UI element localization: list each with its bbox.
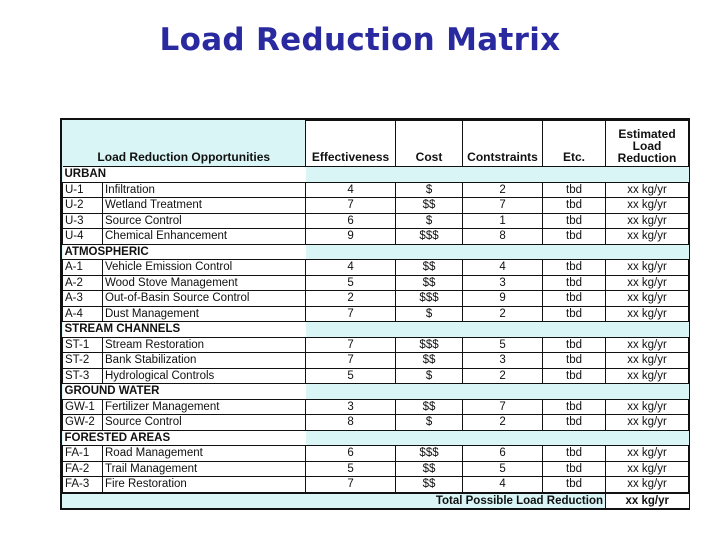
row-constraints: 4 <box>463 477 543 493</box>
row-cost: $$ <box>396 198 463 214</box>
row-name: Wood Stove Management <box>103 275 306 291</box>
row-estimated: xx kg/yr <box>606 461 689 477</box>
row-name: Infiltration <box>103 182 306 198</box>
row-estimated: xx kg/yr <box>606 275 689 291</box>
category-label: FORESTED AREAS <box>63 430 306 446</box>
category-label: ATMOSPHERIC <box>63 244 306 260</box>
row-code: A-4 <box>63 306 103 322</box>
row-effectiveness: 6 <box>306 446 396 462</box>
row-constraints: 3 <box>463 275 543 291</box>
row-effectiveness: 8 <box>306 415 396 431</box>
table-row <box>63 198 689 214</box>
category-spacer <box>306 167 689 183</box>
row-name: Out-of-Basin Source Control <box>103 291 306 307</box>
category-spacer <box>306 244 689 260</box>
row-code: A-3 <box>63 291 103 307</box>
row-effectiveness: 2 <box>306 291 396 307</box>
row-name: Road Management <box>103 446 306 462</box>
row-name: Bank Stabilization <box>103 353 306 369</box>
header-estimated-line2: Load <box>632 139 662 153</box>
table-row <box>63 275 689 291</box>
row-constraints: 5 <box>463 337 543 353</box>
row-effectiveness: 7 <box>306 306 396 322</box>
row-code: U-1 <box>63 182 103 198</box>
row-etc: tbd <box>543 446 606 462</box>
table-row <box>63 213 689 229</box>
header-estimated-line3: Reduction <box>617 151 677 165</box>
row-cost: $ <box>396 368 463 384</box>
header-etc: Etc. <box>543 121 606 167</box>
row-effectiveness: 7 <box>306 337 396 353</box>
table-row <box>63 291 689 307</box>
row-etc: tbd <box>543 291 606 307</box>
row-effectiveness: 7 <box>306 477 396 493</box>
row-constraints: 1 <box>463 213 543 229</box>
row-estimated: xx kg/yr <box>606 368 689 384</box>
row-effectiveness: 5 <box>306 368 396 384</box>
row-etc: tbd <box>543 353 606 369</box>
row-code: U-3 <box>63 213 103 229</box>
category-row <box>63 322 689 338</box>
row-effectiveness: 4 <box>306 182 396 198</box>
row-effectiveness: 3 <box>306 399 396 415</box>
table-row <box>63 337 689 353</box>
table-row <box>63 446 689 462</box>
row-code: A-2 <box>63 275 103 291</box>
row-code: ST-1 <box>63 337 103 353</box>
row-name: Source Control <box>103 415 306 431</box>
row-code: U-2 <box>63 198 103 214</box>
row-etc: tbd <box>543 229 606 245</box>
row-code: FA-3 <box>63 477 103 493</box>
row-etc: tbd <box>543 260 606 276</box>
header-effectiveness: Effectiveness <box>306 121 396 167</box>
table-row <box>63 477 689 493</box>
row-estimated: xx kg/yr <box>606 446 689 462</box>
row-cost: $$$ <box>396 337 463 353</box>
row-code: GW-1 <box>63 399 103 415</box>
category-label: STREAM CHANNELS <box>63 322 306 338</box>
row-name: Fertilizer Management <box>103 399 306 415</box>
row-constraints: 3 <box>463 353 543 369</box>
load-reduction-matrix <box>60 118 690 510</box>
row-code: FA-2 <box>63 461 103 477</box>
row-estimated: xx kg/yr <box>606 415 689 431</box>
row-estimated: xx kg/yr <box>606 260 689 276</box>
row-constraints: 8 <box>463 229 543 245</box>
row-effectiveness: 6 <box>306 213 396 229</box>
row-estimated: xx kg/yr <box>606 399 689 415</box>
category-spacer <box>306 430 689 446</box>
header-estimated-line1: Estimated <box>618 127 676 141</box>
row-constraints: 9 <box>463 291 543 307</box>
row-etc: tbd <box>543 415 606 431</box>
category-spacer <box>306 322 689 338</box>
row-cost: $ <box>396 182 463 198</box>
row-code: GW-2 <box>63 415 103 431</box>
table-row <box>63 368 689 384</box>
row-name: Stream Restoration <box>103 337 306 353</box>
row-constraints: 7 <box>463 198 543 214</box>
row-estimated: xx kg/yr <box>606 306 689 322</box>
row-estimated: xx kg/yr <box>606 182 689 198</box>
row-etc: tbd <box>543 399 606 415</box>
row-constraints: 4 <box>463 260 543 276</box>
category-label: GROUND WATER <box>63 384 306 400</box>
row-code: ST-3 <box>63 368 103 384</box>
row-estimated: xx kg/yr <box>606 291 689 307</box>
row-cost: $$ <box>396 399 463 415</box>
row-cost: $ <box>396 415 463 431</box>
row-constraints: 2 <box>463 306 543 322</box>
row-estimated: xx kg/yr <box>606 198 689 214</box>
row-etc: tbd <box>543 306 606 322</box>
matrix-table <box>62 120 689 508</box>
table-row <box>63 182 689 198</box>
table-row <box>63 229 689 245</box>
row-effectiveness: 7 <box>306 198 396 214</box>
row-constraints: 2 <box>463 182 543 198</box>
row-etc: tbd <box>543 275 606 291</box>
row-effectiveness: 4 <box>306 260 396 276</box>
row-constraints: 2 <box>463 368 543 384</box>
table-row <box>63 306 689 322</box>
row-name: Hydrological Controls <box>103 368 306 384</box>
category-row <box>63 244 689 260</box>
table-row <box>63 461 689 477</box>
row-cost: $$ <box>396 353 463 369</box>
row-estimated: xx kg/yr <box>606 229 689 245</box>
table-row <box>63 399 689 415</box>
row-etc: tbd <box>543 368 606 384</box>
row-code: U-4 <box>63 229 103 245</box>
row-estimated: xx kg/yr <box>606 337 689 353</box>
row-etc: tbd <box>543 213 606 229</box>
row-cost: $$ <box>396 461 463 477</box>
row-cost: $ <box>396 213 463 229</box>
table-row <box>63 415 689 431</box>
row-name: Trail Management <box>103 461 306 477</box>
row-effectiveness: 5 <box>306 275 396 291</box>
header-estimated-load-reduction <box>606 121 689 167</box>
row-cost: $$ <box>396 260 463 276</box>
row-cost: $$$ <box>396 291 463 307</box>
category-row <box>63 167 689 183</box>
category-row <box>63 384 689 400</box>
row-effectiveness: 7 <box>306 353 396 369</box>
row-effectiveness: 5 <box>306 461 396 477</box>
category-row <box>63 430 689 446</box>
page-title: Load Reduction Matrix <box>159 22 561 58</box>
row-etc: tbd <box>543 337 606 353</box>
row-etc: tbd <box>543 198 606 214</box>
row-cost: $$ <box>396 275 463 291</box>
row-name: Source Control <box>103 213 306 229</box>
table-row <box>63 353 689 369</box>
row-constraints: 2 <box>463 415 543 431</box>
row-cost: $ <box>396 306 463 322</box>
row-name: Wetland Treatment <box>103 198 306 214</box>
header-row <box>63 121 689 167</box>
row-etc: tbd <box>543 477 606 493</box>
row-effectiveness: 9 <box>306 229 396 245</box>
row-etc: tbd <box>543 182 606 198</box>
row-estimated: xx kg/yr <box>606 477 689 493</box>
row-estimated: xx kg/yr <box>606 213 689 229</box>
header-cost: Cost <box>396 121 463 167</box>
category-spacer <box>306 384 689 400</box>
row-cost: $$ <box>396 477 463 493</box>
row-code: ST-2 <box>63 353 103 369</box>
total-row <box>63 493 689 509</box>
header-constraints: Contstraints <box>463 121 543 167</box>
row-name: Chemical Enhancement <box>103 229 306 245</box>
total-value: xx kg/yr <box>606 493 689 509</box>
header-opportunities: Load Reduction Opportunities <box>63 121 306 167</box>
row-constraints: 7 <box>463 399 543 415</box>
row-name: Vehicle Emission Control <box>103 260 306 276</box>
row-constraints: 6 <box>463 446 543 462</box>
table-row <box>63 260 689 276</box>
row-code: A-1 <box>63 260 103 276</box>
row-cost: $$$ <box>396 229 463 245</box>
row-name: Dust Management <box>103 306 306 322</box>
row-name: Fire Restoration <box>103 477 306 493</box>
row-estimated: xx kg/yr <box>606 353 689 369</box>
category-label: URBAN <box>63 167 306 183</box>
row-etc: tbd <box>543 461 606 477</box>
row-code: FA-1 <box>63 446 103 462</box>
row-constraints: 5 <box>463 461 543 477</box>
total-label: Total Possible Load Reduction <box>63 493 606 509</box>
row-cost: $$$ <box>396 446 463 462</box>
